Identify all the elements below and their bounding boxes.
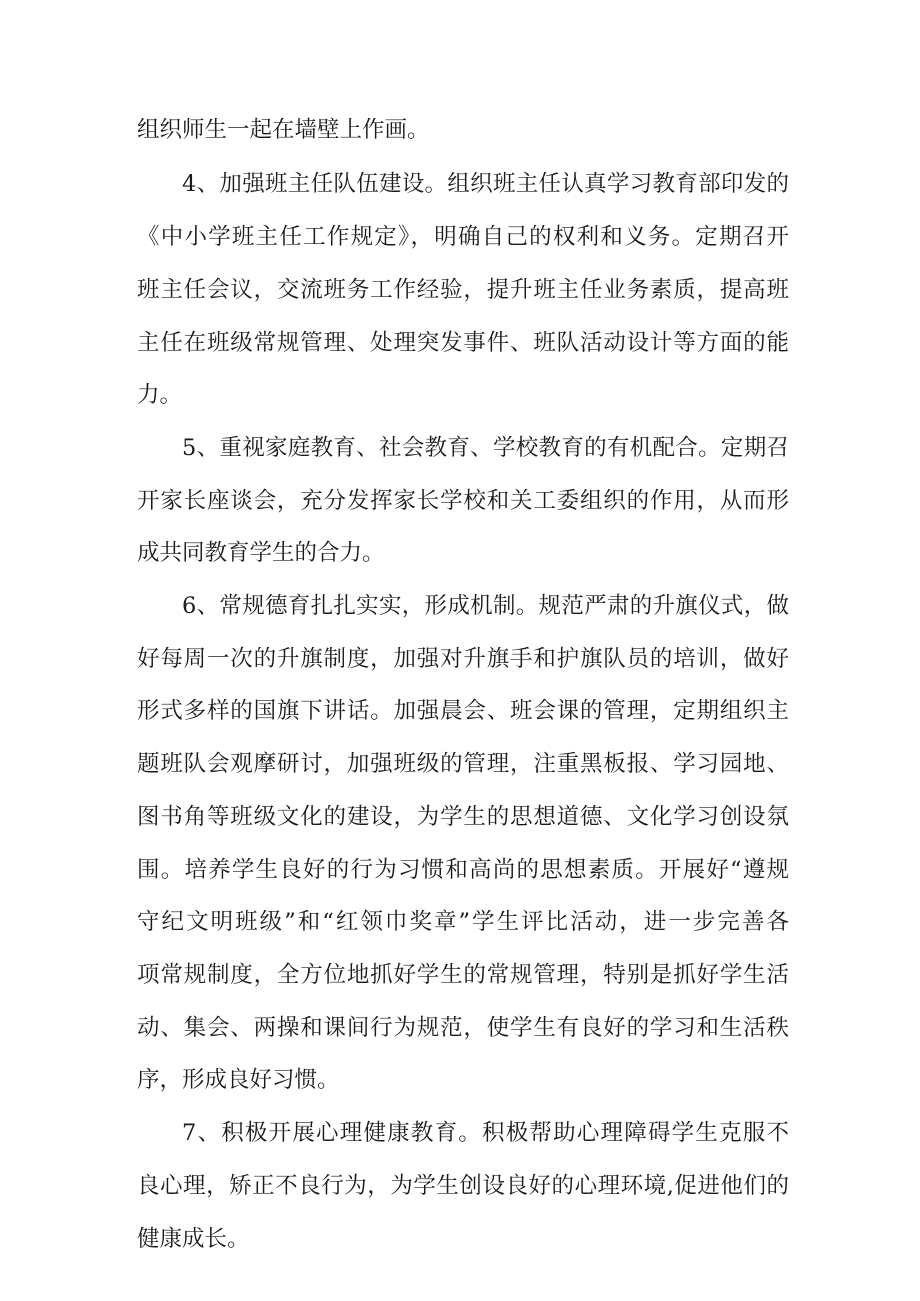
paragraph-line: 班主任会议，交流班务工作经验，提升班主任业务素质，提高班 xyxy=(137,277,789,303)
paragraph-line: 5、重视家庭教育、社会教育、学校教育的有机配合。定期召 xyxy=(182,435,789,461)
paragraph-line: 序，形成良好习惯。 xyxy=(137,1067,340,1093)
paragraph-line: 6、常规德育扎扎实实，形成机制。规范严肃的升旗仪式，做 xyxy=(182,593,789,619)
paragraph-line: 图书角等班级文化的建设，为学生的思想道德、文化学习创设氛 xyxy=(137,804,789,830)
paragraph-line: 好每周一次的升旗制度，加强对升旗手和护旗队员的培训，做好 xyxy=(137,646,789,672)
paragraph-line: 形式多样的国旗下讲话。加强晨会、班会课的管理，定期组织主 xyxy=(137,698,789,724)
paragraph-line: 动、集会、两操和课间行为规范，使学生有良好的学习和生活秩 xyxy=(137,1015,789,1041)
paragraph-line: 主任在班级常规管理、处理突发事件、班队活动设计等方面的能 xyxy=(137,330,789,356)
paragraph-line: 开家长座谈会，充分发挥家长学校和关工委组织的作用，从而形 xyxy=(137,488,789,514)
paragraph-line: 项常规制度，全方位地抓好学生的常规管理，特别是抓好学生活 xyxy=(137,962,789,988)
paragraph-line: 题班队会观摩研讨，加强班级的管理，注重黑板报、学习园地、 xyxy=(137,751,789,777)
paragraph-line: 健康成长。 xyxy=(137,1226,250,1252)
paragraph-line: 7、积极开展心理健康教育。积极帮助心理障碍学生克服不 xyxy=(182,1120,789,1146)
paragraph-line: 4、加强班主任队伍建设。组织班主任认真学习教育部印发的 xyxy=(182,171,789,197)
paragraph-line: 守纪文明班级”和“红领巾奖章”学生评比活动，进一步完善各 xyxy=(137,909,789,935)
paragraph-line: 成共同教育学生的合力。 xyxy=(137,540,385,566)
paragraph-line: 《中小学班主任工作规定》，明确自己的权利和义务。定期召开 xyxy=(137,224,789,250)
paragraph-line: 力。 xyxy=(137,382,183,408)
paragraph-line: 组织师生一起在墙壁上作画。 xyxy=(137,117,430,143)
paragraph-line: 良心理，矫正不良行为，为学生创设良好的心理环境,促进他们的 xyxy=(137,1173,789,1199)
paragraph-line: 围。培养学生良好的行为习惯和高尚的思想素质。开展好“遵规 xyxy=(137,857,789,883)
